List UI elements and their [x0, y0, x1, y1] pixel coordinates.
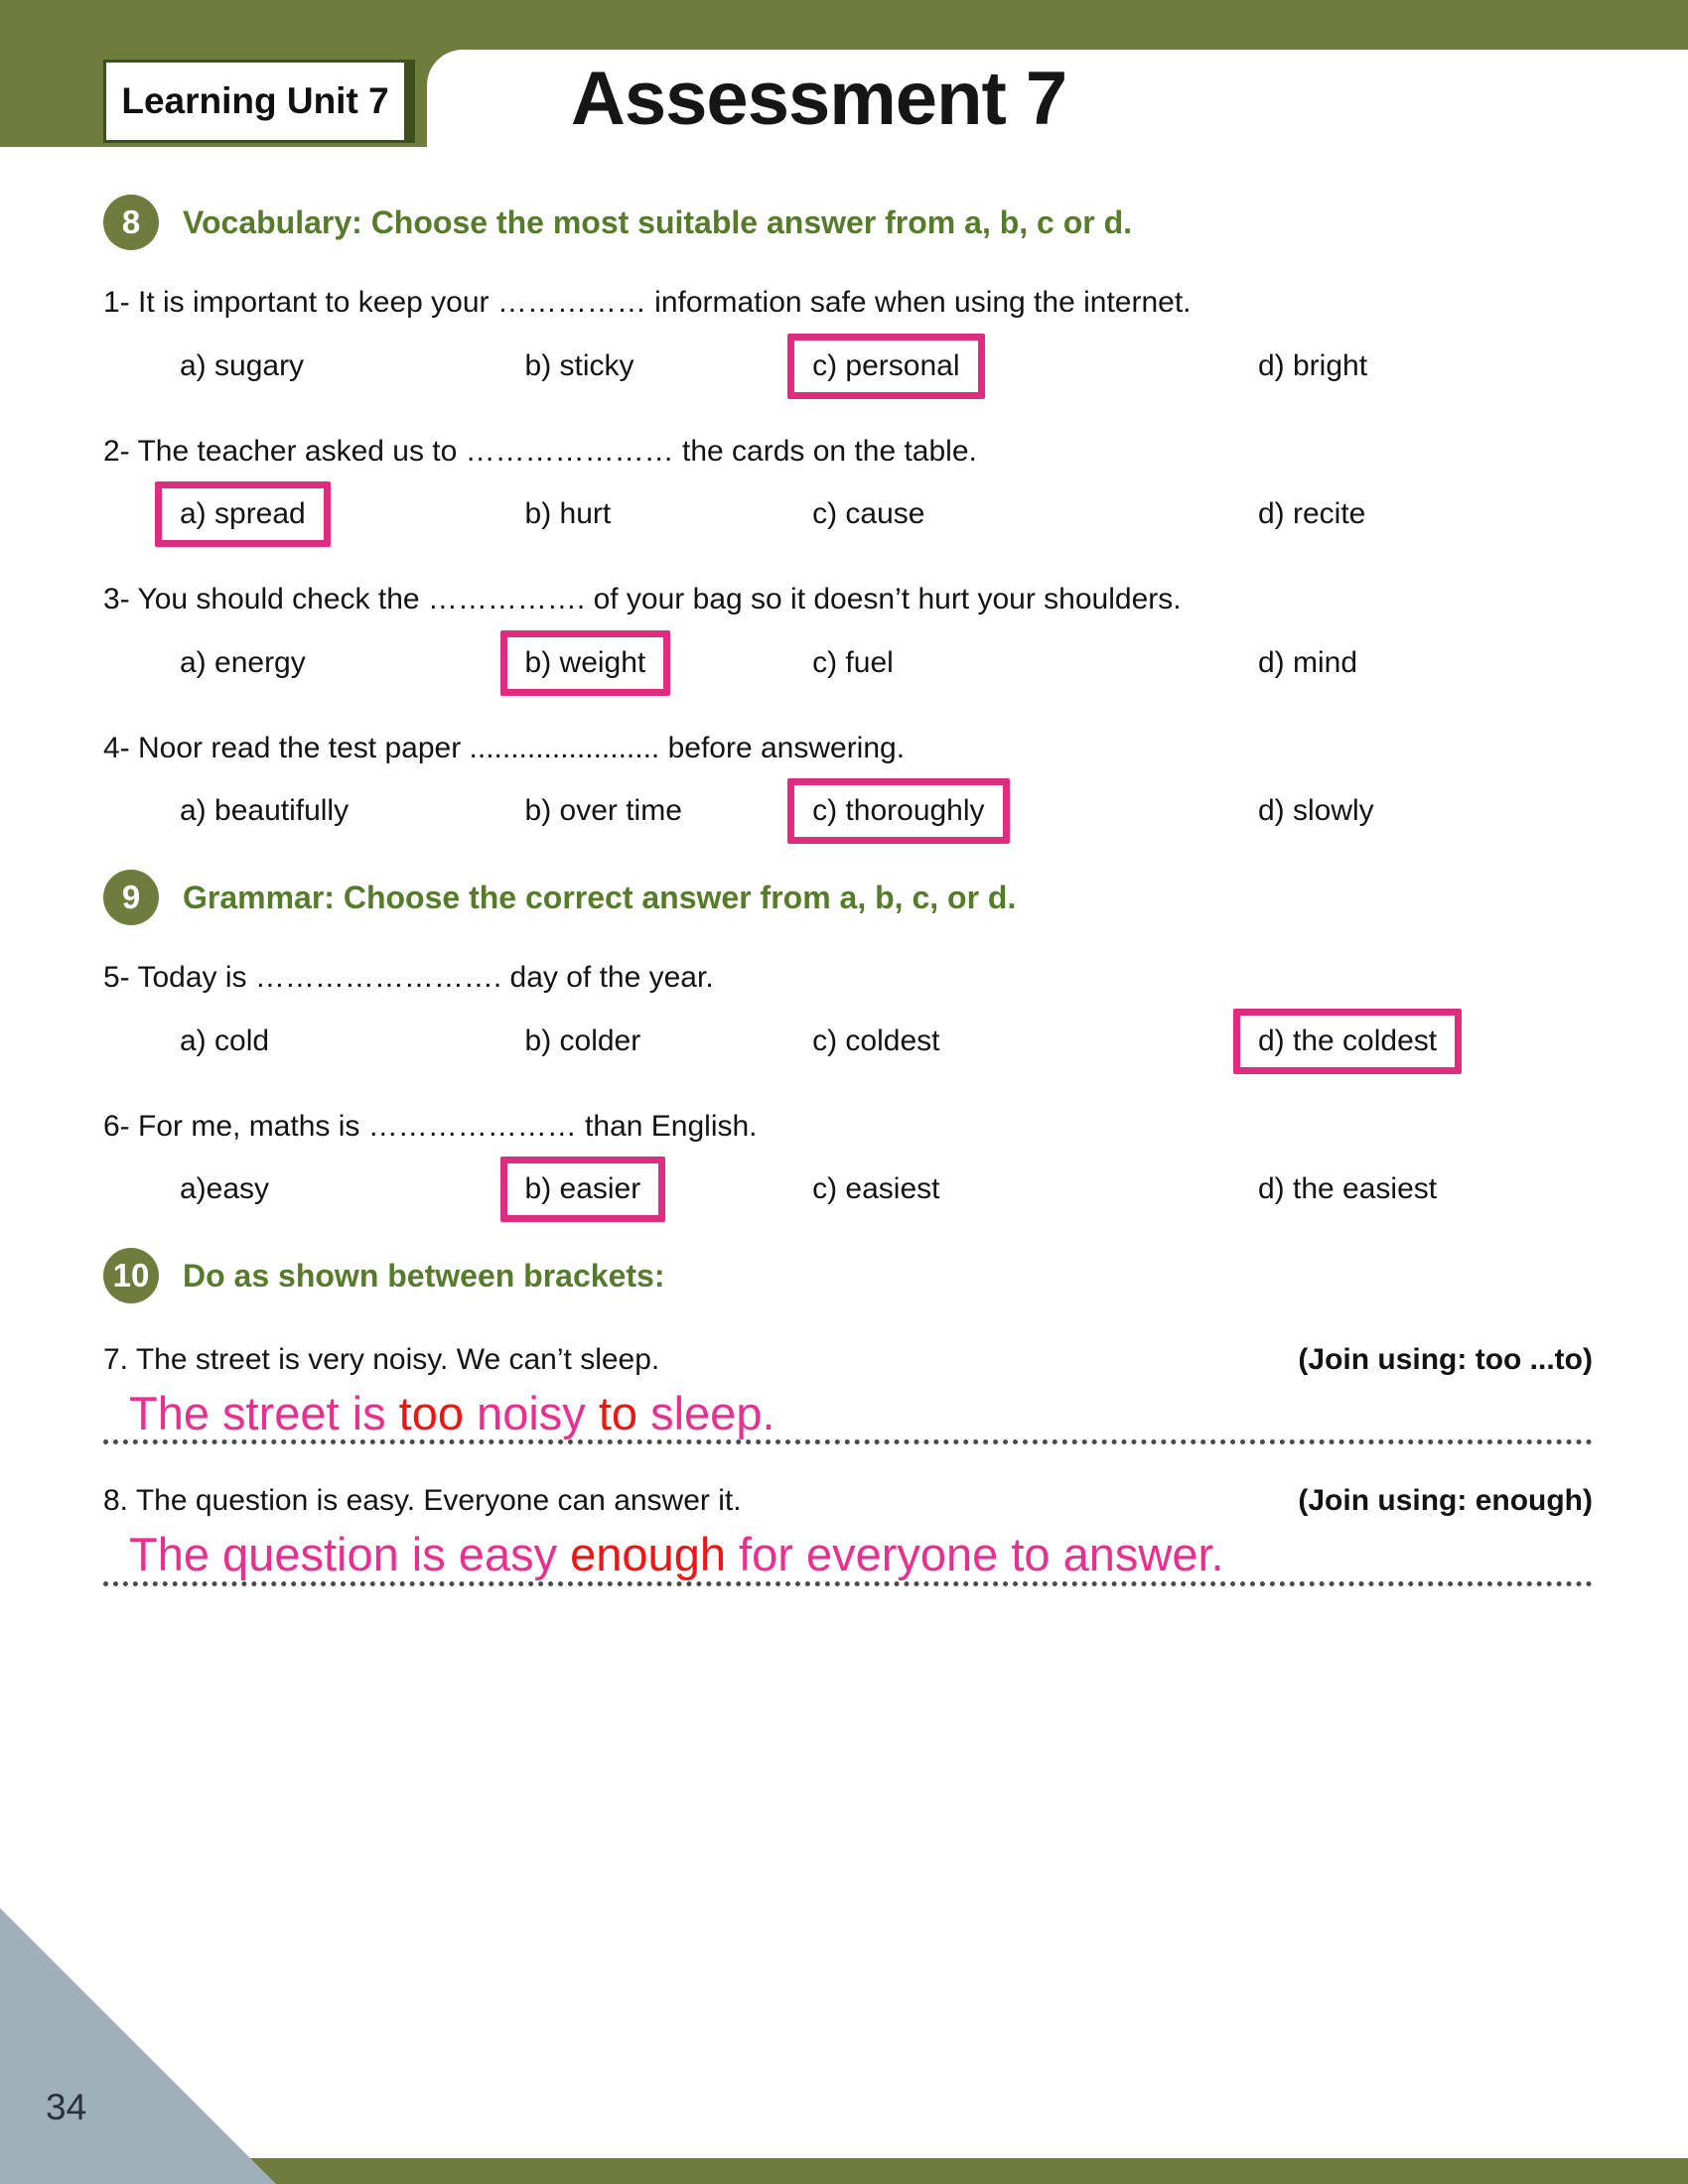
question-5-option-b: b) colder [524, 1024, 641, 1057]
task-8-answer-highlight: enough [570, 1528, 726, 1581]
corner-triangle [0, 1908, 276, 2184]
question-6-options [103, 1157, 1593, 1222]
question-6-option-c: c) easiest [812, 1172, 940, 1205]
question-5-option-c: c) coldest [812, 1024, 940, 1057]
question-1-text: 1- It is important to keep your …………… information safe when using the internet. [103, 286, 1192, 319]
question-4-text: 4- Noor read the test paper ....................... before answering. [103, 731, 906, 764]
question-4-option-d: d) slowly [1257, 794, 1374, 827]
task-7-answer-part: sleep. [637, 1387, 775, 1439]
question-2-option-b: b) hurt [524, 497, 612, 530]
section-10-number-badge: 10 [103, 1248, 159, 1303]
question-1-option-b: b) sticky [524, 348, 634, 382]
question-3-options [103, 630, 1593, 696]
page-title: Assessment 7 [571, 57, 1067, 141]
task-7 [103, 1343, 1593, 1444]
question-3-option-d: d) mind [1257, 645, 1358, 679]
question-4-option-b: b) over time [524, 794, 682, 827]
task-7-instruction: (Join using: too ...to) [1298, 1343, 1593, 1376]
question-1-option-d: d) bright [1257, 348, 1368, 382]
question-6-option-d: d) the easiest [1257, 1172, 1438, 1205]
question-5-text: 5- Today is ……………………. day of the year. [103, 961, 714, 994]
question-6-option-b-selected: b) easier [500, 1157, 666, 1222]
question-2-option-a-selected: a) spread [155, 481, 331, 547]
unit-label-box [103, 60, 415, 143]
content-area [103, 169, 1593, 1586]
task-8-answer-part: for everyone to answer. [725, 1528, 1224, 1581]
task-7-answer-part: The street is [129, 1387, 399, 1439]
task-8 [103, 1484, 1593, 1585]
task-7-prompt-row [103, 1343, 1593, 1377]
section-9-header [103, 870, 1593, 925]
question-4-options [103, 778, 1593, 844]
task-8-answer-line [103, 1524, 1593, 1585]
page-number: 34 [46, 2087, 87, 2127]
question-1-option-a: a) sugary [180, 348, 305, 382]
task-7-text: 7. The street is very noisy. We can’t sleep. [103, 1343, 660, 1376]
question-3-option-a: a) energy [180, 645, 306, 679]
task-8-text: 8. The question is easy. Everyone can answer it. [103, 1484, 742, 1518]
section-9-number-badge: 9 [103, 870, 159, 925]
question-2-option-d: d) recite [1257, 497, 1366, 530]
question-3-option-c: c) fuel [812, 645, 894, 679]
question-2-text: 2- The teacher asked us to ………………… the cards on the table. [103, 434, 977, 468]
task-8-answer-part: The question is easy [129, 1528, 571, 1581]
question-4-option-a: a) beautifully [180, 794, 350, 827]
section-9-heading: Grammar: Choose the correct answer from a, b, c, or d. [183, 879, 1017, 915]
question-3-option-b-selected: b) weight [500, 630, 671, 696]
section-10-heading: Do as shown between brackets: [183, 1257, 665, 1294]
task-8-prompt-row [103, 1484, 1593, 1518]
section-8-heading: Vocabulary: Choose the most suitable answer from a, b, c or d. [183, 204, 1133, 240]
question-2-options [103, 481, 1593, 547]
question-4-option-c-selected: c) thoroughly [787, 778, 1009, 844]
question-1-option-c-selected: c) personal [787, 334, 984, 399]
section-8-number-badge: 8 [103, 195, 159, 250]
question-5-option-a: a) cold [180, 1024, 270, 1057]
section-8-header [103, 195, 1593, 250]
section-10-header [103, 1248, 1593, 1303]
question-6-option-a: a)easy [180, 1172, 270, 1205]
question-1-options [103, 334, 1593, 399]
question-5-option-d-selected: d) the coldest [1233, 1009, 1462, 1074]
task-7-answer-part: noisy [464, 1387, 599, 1439]
unit-label: Learning Unit 7 [121, 80, 389, 121]
task-7-answer-line [103, 1383, 1593, 1444]
question-3-text: 3- You should check the ……………. of your bag so it doesn’t hurt your shoulders. [103, 583, 1182, 615]
question-2-option-c: c) cause [812, 497, 925, 530]
task-7-answer-highlight: too [398, 1387, 464, 1439]
question-5-options [103, 1009, 1593, 1074]
task-7-answer-highlight: to [598, 1387, 638, 1439]
task-8-instruction: (Join using: enough) [1298, 1484, 1593, 1518]
question-6-text: 6- For me, maths is ………………… than English. [103, 1109, 758, 1143]
